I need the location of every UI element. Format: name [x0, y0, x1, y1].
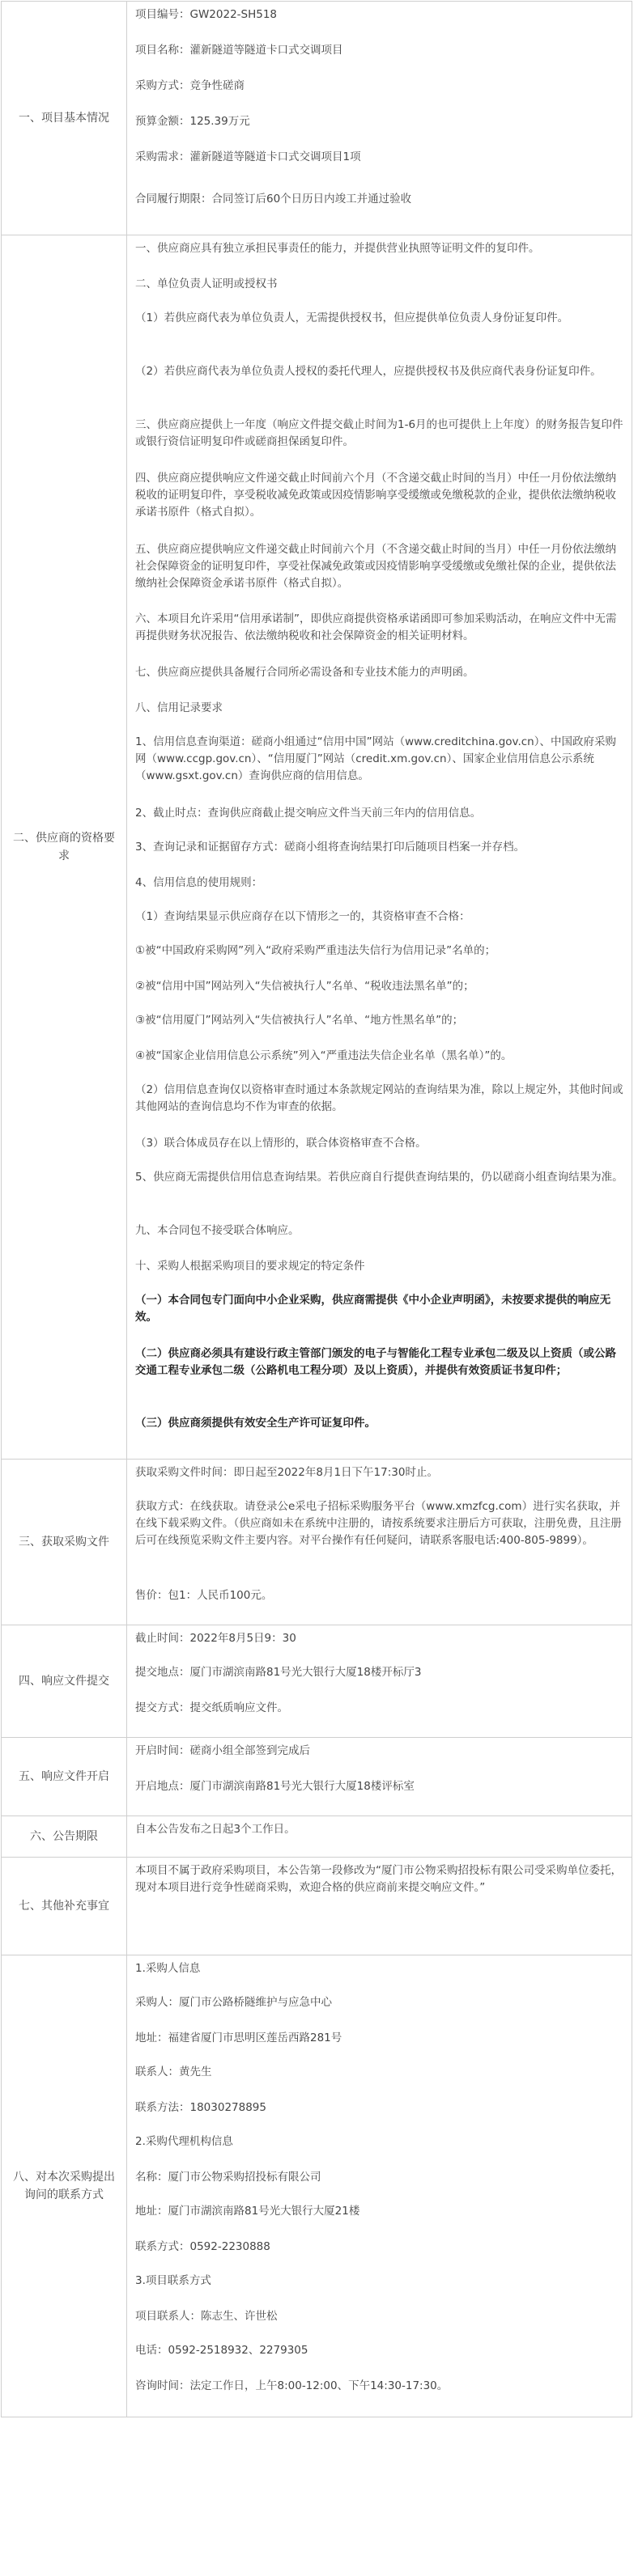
section-row [2, 1738, 632, 1816]
section-row [2, 1955, 632, 2417]
content-paragraph: 咨询时间：法定工作日，上午8:00-12:00、下午14:30-17:30。 [135, 2379, 449, 2392]
content-paragraph: 1.采购人信息 [135, 1962, 201, 1975]
section-row [2, 235, 632, 1460]
content-paragraph: 十、采购人根据采购项目的要求规定的特定条件 [135, 1260, 365, 1273]
content-paragraph: 采购人：厦门市公路桥隧维护与应急中心 [135, 1996, 332, 2009]
section-row [2, 1460, 632, 1625]
content-paragraph: 二、单位负责人证明或授权书 [135, 278, 278, 290]
content-paragraph: （1）若供应商代表为单位负责人，无需提供授权书，但应提供单位负责人身份证复印件。 [135, 311, 569, 324]
content-paragraph: ④被“国家企业信用信息公示系统”列入“严重违法失信企业名单（黑名单）”的。 [135, 1049, 513, 1062]
content-paragraph: 九、本合同包不接受联合体响应。 [135, 1224, 300, 1237]
content-paragraph: 2.采购代理机构信息 [135, 2135, 233, 2148]
content-paragraph: （三）供应商须提供有效安全生产许可证复印件。 [135, 1417, 376, 1430]
content-paragraph: 四、供应商应提供响应文件递交截止时间前六个月（不含递交截止时间的当月）中任一月份依法缴纳税收的证明复印件，享受税收减免政策或因疫情影响享受缓缴或免缴税款的企业，提供依法缴纳税收承诺书原件（格式自拟）。 [135, 472, 616, 519]
section-content [127, 1460, 632, 1625]
content-paragraph: 自本公告发布之日起3个工作日。 [135, 1823, 296, 1836]
section-label: 八、对本次采购提出询问的联系方式 [2, 1955, 127, 2417]
content-paragraph: （一）本合同包专门面向中小企业采购，供应商需提供《中小企业声明函》，未按要求提供的响应无效。 [135, 1294, 611, 1324]
content-paragraph: 项目联系人：陈志生、许世松 [135, 2310, 278, 2323]
content-paragraph: 三、供应商应提供上一年度（响应文件提交截止时间为1-6月的也可提供上上年度）的财务报告复印件或银行资信证明复印件或磋商担保函复印件。 [135, 418, 623, 448]
content-paragraph: 3.项目联系方式 [135, 2274, 211, 2287]
content-paragraph: 合同履行期限：合同签订后60个日历日内竣工并通过验收 [135, 193, 412, 205]
content-paragraph: 八、信用记录要求 [135, 701, 223, 714]
section-row [2, 1625, 632, 1738]
content-paragraph: 电话：0592-2518932、2279305 [135, 2344, 308, 2357]
content-paragraph: 预算金额：125.39万元 [135, 115, 250, 128]
content-paragraph: 获取方式：在线获取。请登录公e采电子招标采购服务平台（www.xmzfcg.com）进行实名获取，并在线下载采购文件。（供应商如未在系统中注册的，请按系统要求注册后方可获取，注册免费，且注册后可在线预览采购文件主要内容。对平台操作有任何疑问，请联系客服电话:400-805-9899）。 [135, 1500, 622, 1547]
content-paragraph: （3）联合体成员存在以上情形的，联合体资格审查不合格。 [135, 1137, 427, 1150]
content-paragraph: 采购需求：灌新隧道等隧道卡口式交调项目1项 [135, 150, 361, 163]
content-paragraph: 项目编号：GW2022-SH518 [135, 8, 278, 21]
section-content [127, 235, 632, 1460]
content-paragraph: 本项目不属于政府采购项目，本公告第一段修改为“厦门市公物采购招投标有限公司受采购单位委托，现对本项目进行竞争性磋商采购，欢迎合格的供应商前来提交响应文件。” [135, 1864, 622, 1894]
content-paragraph: 采购方式：竞争性磋商 [135, 79, 245, 92]
section-row [2, 2, 632, 235]
content-paragraph: 联系人：黄先生 [135, 2065, 212, 2078]
section-label: 三、获取采购文件 [2, 1460, 127, 1625]
section-label: 五、响应文件开启 [2, 1738, 127, 1816]
content-paragraph: 售价：包1：人民币100元。 [135, 1589, 273, 1602]
content-paragraph: 六、本项目允许采用“信用承诺制”，即供应商提供资格承诺函即可参加采购活动，在响应文件中无需再提供财务状况报告、依法缴纳税收和社会保障资金的相关证明材料。 [135, 612, 617, 642]
content-paragraph: 提交方式：提交纸质响应文件。 [135, 1701, 288, 1714]
content-paragraph: 五、供应商应提供响应文件递交截止时间前六个月（不含递交截止时间的当月）中任一月份依法缴纳社会保障资金的证明复印件，享受社保减免政策或因疫情影响享受缓缴或免缴社保的企业，提供依法缴纳社会保障资金承诺书原件（格式自拟）。 [135, 543, 616, 590]
section-content [127, 1955, 632, 2417]
section-row [2, 1816, 632, 1858]
content-paragraph: 一、供应商应具有独立承担民事责任的能力，并提供营业执照等证明文件的复印件。 [135, 242, 540, 255]
section-label: 一、项目基本情况 [2, 2, 127, 235]
section-label: 七、其他补充事宜 [2, 1858, 127, 1955]
section-content [127, 1625, 632, 1738]
content-paragraph: 5、供应商无需提供信用信息查询结果。若供应商自行提供查询结果的，仍以磋商小组查询结果为准。 [135, 1171, 623, 1184]
content-paragraph: 名称：厦门市公物采购招投标有限公司 [135, 2171, 321, 2184]
section-content [127, 1816, 632, 1858]
content-paragraph: 开启时间：磋商小组全部签到完成后 [135, 1744, 310, 1757]
content-paragraph: 2、截止时点：查询供应商截止提交响应文件当天前三年内的信用信息。 [135, 807, 482, 820]
section-content [127, 2, 632, 235]
content-paragraph: 开启地点：厦门市湖滨南路81号光大银行大厦18楼评标室 [135, 1780, 415, 1793]
content-paragraph: 4、信用信息的使用规则： [135, 876, 263, 889]
section-content [127, 1858, 632, 1955]
content-paragraph: 地址：厦门市湖滨南路81号光大银行大厦21楼 [135, 2205, 360, 2218]
section-label: 二、供应商的资格要求 [2, 235, 127, 1460]
section-content [127, 1738, 632, 1816]
content-paragraph: 联系方式：0592-2230888 [135, 2240, 270, 2253]
content-paragraph: （1）查询结果显示供应商存在以下情形之一的，其资格审查不合格： [135, 910, 470, 923]
content-paragraph: 截止时间：2022年8月5日9：30 [135, 1632, 296, 1645]
section-label: 四、响应文件提交 [2, 1625, 127, 1738]
content-paragraph: （2）信用信息查询仅以资格审查时通过本条款规定网站的查询结果为准，除以上规定外，其他时间或其他网站的查询信息均不作为审查的依据。 [135, 1083, 623, 1113]
content-paragraph: 3、查询记录和证据留存方式：磋商小组将查询结果打印后随项目档案一并存档。 [135, 841, 525, 854]
content-paragraph: 项目名称：灌新隧道等隧道卡口式交调项目 [135, 44, 343, 57]
content-paragraph: ②被“信用中国”网站列入“失信被执行人”名单、“税收违法黑名单”的； [135, 980, 474, 993]
content-paragraph: 1、信用信息查询渠道：磋商小组通过“信用中国”网站（www.creditchina.gov.cn）、中国政府采购网（www.ccgp.gov.cn）、“信用厦门”网站（credit.xm.gov.cn）、国家企业信用信息公示系统（www.gsxt.gov.cn）查询供应商的信用信息。 [135, 735, 616, 782]
content-paragraph: 地址：福建省厦门市思明区莲岳西路281号 [135, 2032, 342, 2044]
content-paragraph: 提交地点：厦门市湖滨南路81号光大银行大厦18楼开标厅3 [135, 1666, 422, 1679]
content-paragraph: ③被“信用厦门”网站列入“失信被执行人”名单、“地方性黑名单”的； [135, 1014, 464, 1027]
content-paragraph: （2）若供应商代表为单位负责人授权的委托代理人，应提供授权书及供应商代表身份证复印件。 [135, 365, 602, 378]
announcement-table [1, 1, 632, 2417]
content-paragraph: 七、供应商应提供具备履行合同所必需设备和专业技术能力的声明函。 [135, 666, 474, 679]
section-row [2, 1858, 632, 1955]
content-paragraph: （二）供应商必须具有建设行政主管部门颁发的电子与智能化工程专业承包二级及以上资质（或公路交通工程专业承包二级（公路机电工程分项）及以上资质），并提供有效资质证书复印件； [135, 1347, 616, 1377]
section-label: 六、公告期限 [2, 1816, 127, 1858]
content-paragraph: ①被“中国政府采购网”列入“政府采购严重违法失信行为信用记录”名单的； [135, 944, 496, 957]
content-paragraph: 联系方法：18030278895 [135, 2101, 266, 2114]
content-paragraph: 获取采购文件时间：即日起至2022年8月1日下午17:30时止。 [135, 1466, 438, 1479]
